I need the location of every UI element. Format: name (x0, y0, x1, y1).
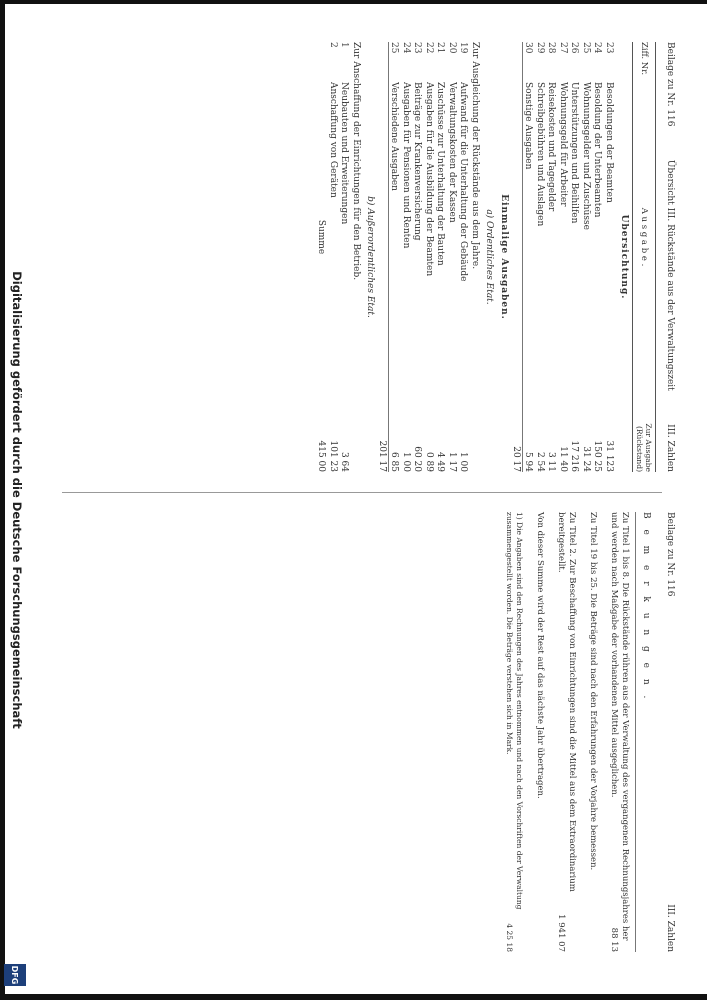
row-number: 30 (523, 42, 534, 54)
scan-border-bottom (0, 994, 707, 1000)
row-number: 20 (447, 42, 457, 54)
right-page (42, 502, 682, 962)
row-amount: 31 24 (581, 446, 591, 472)
row-title: Besoldung der Unterbeamten (592, 82, 603, 218)
row-title: Ausgaben für die Ausbildung der Beamten (424, 82, 434, 277)
row-number: 24 (592, 42, 603, 54)
table-row (546, 42, 558, 472)
table-row (458, 42, 470, 472)
row-number: 23 (412, 42, 423, 54)
table-row (581, 42, 593, 472)
table-row (535, 42, 547, 472)
row-amount: 31 123 (604, 440, 614, 472)
row-title: Besoldungen der Beamten (604, 82, 614, 203)
row-title: Anschaffung von Geräten (328, 82, 338, 198)
row-title: Wohnungsgelder und Zuschüsse (581, 82, 591, 230)
dfg-logo: DFG (4, 964, 26, 986)
table-row (435, 42, 447, 472)
row-number: 19 (458, 42, 469, 54)
left-running-head: Beilage zu Nr. 116 Übersicht III. Rückstände aus der Verwaltungszeit III. Zahlen (665, 42, 675, 472)
digitization-note-text: Digitalisierung gefördert durch die Deutsche Forschungsgemeinschaft (10, 271, 24, 729)
row-number: 24 (401, 42, 411, 54)
row-title: Zuschüsse zur Unterhaltung der Bauten (435, 82, 446, 266)
digitization-note (8, 0, 26, 1000)
subtotal: 20 17 (510, 42, 523, 472)
table-row (401, 42, 413, 472)
row-title: Wohnungsgeld für Arbeiter (558, 82, 568, 207)
remark-paragraph: Von dieser Summe wird der Rest auf das nächste Jahr übertragen. (535, 512, 545, 799)
section-heading: Ubersichtung. (619, 214, 629, 300)
row-amount: 1 17 (447, 451, 457, 472)
remark-paragraph: Zu Titel 2. Zur Beschaffung von Einrichtungen sind die Mittel aus dem Extraordinarium bereitgestellt. 1 941 07 (556, 512, 577, 952)
row-number: 26 (569, 42, 580, 54)
row-title: Sonstige Ausgaben (523, 82, 534, 170)
row-amount: 0 89 (424, 451, 434, 472)
sub-heading: b) Außerordentliches Etat. (365, 196, 375, 318)
scanned-page (42, 32, 682, 962)
row-amount: 150 25 (592, 440, 603, 472)
sub-heading: a) Ordentliches Etat. (484, 209, 494, 305)
footnote: 1) Die Angaben sind den Rechnungen des Jahres entnommen und nach den Vorschriften der Verwaltung zusammengestellt worden. Die Beträge verstehen sich in Mark. 4 25 18 (505, 512, 524, 952)
row-amount: 17 216 (569, 440, 580, 472)
left-body (316, 42, 630, 472)
scan-border-top (0, 0, 707, 4)
row-title: Neubauten und Erweiterungen (339, 82, 350, 225)
left-page (42, 32, 682, 482)
row-title: Beiträge zur Krankenversicherung (412, 82, 423, 241)
subtotal: 201 17 (376, 42, 389, 472)
row-amount: 3 11 (546, 451, 557, 472)
row-number: 23 (604, 42, 614, 54)
row-number: 22 (424, 42, 434, 54)
left-column-header: Ziff. Nr. A u s g a b e . Zur Ausgabe (Rückstand) (632, 42, 656, 472)
row-title: Ausgaben für Pensionen und Renten (401, 82, 411, 249)
row-amount: 60 20 (412, 446, 423, 472)
rotated-spread (42, 32, 682, 962)
row-title: Unterstützungen und Beihilfen (569, 82, 580, 224)
row-amount: 1 00 (401, 451, 411, 472)
row-title: Aufwand für die Unterhaltung der Gebäude (458, 82, 469, 282)
sub-intro: Zur Ausgleichung der Rückstände aus dem Jahre. (470, 42, 480, 270)
right-running-head: Beilage zu Nr. 116 III. Zahlen (665, 512, 675, 952)
row-number: 28 (546, 42, 557, 54)
scan-border-left (0, 0, 5, 1000)
table-row (523, 42, 535, 472)
table-row (412, 42, 424, 472)
remark-paragraph: Zu Titel 19 bis 25. Die Beträge sind nach den Erfahrungen der Vorjahre bemessen. (588, 512, 598, 871)
row-amount: 4 49 (435, 451, 446, 472)
row-amount: 2 54 (535, 451, 545, 472)
table-row (604, 42, 616, 472)
remark-paragraph: Zu Titel 1 bis 8. Die Rückstände rühren aus der Verwaltung des vergangenen Rechnungsjahres her und werden nach Maßgabe der vorhandenen Mittel ausgeglichen. 88 13 (609, 512, 630, 952)
row-number: 29 (535, 42, 545, 54)
table-row (447, 42, 459, 472)
row-number: 2 (328, 42, 338, 48)
page-gutter (62, 492, 662, 493)
row-amount: 3 64 (339, 451, 350, 472)
row-number: 1 (339, 42, 350, 48)
row-number: 25 (389, 42, 400, 54)
page-title: A u s g a b e . (639, 207, 649, 267)
row-title: Schreibgebühren und Auslagen (535, 82, 545, 227)
table-row (592, 42, 604, 472)
row-number: 21 (435, 42, 446, 54)
table-row (424, 42, 436, 472)
remarks-body (504, 512, 630, 952)
row-number: 25 (581, 42, 591, 54)
remarks-heading: B e m e r k u n g e n . (635, 512, 652, 952)
table-row (339, 42, 351, 472)
row-title: Verwaltungskosten der Kassen (447, 82, 457, 223)
row-title: Verschiedene Ausgaben (389, 82, 400, 191)
row-amount: 101 23 (328, 440, 338, 472)
sub-intro: Zur Anschaffung der Einrichtungen für den Betrieb. (351, 42, 361, 281)
row-amount: 11 40 (558, 446, 568, 472)
table-row (389, 42, 401, 472)
table-row (569, 42, 581, 472)
row-number: 27 (558, 42, 568, 54)
section-heading: Einmalige Ausgaben. (499, 194, 509, 320)
table-row (328, 42, 340, 472)
table-row (558, 42, 570, 472)
row-amount: 6 85 (389, 451, 400, 472)
row-amount: 1 00 (458, 451, 469, 472)
row-title: Reisekosten und Tagegelder (546, 82, 557, 212)
row-amount: 5 94 (523, 451, 534, 472)
total-row: Summe 415 00 (316, 219, 327, 472)
